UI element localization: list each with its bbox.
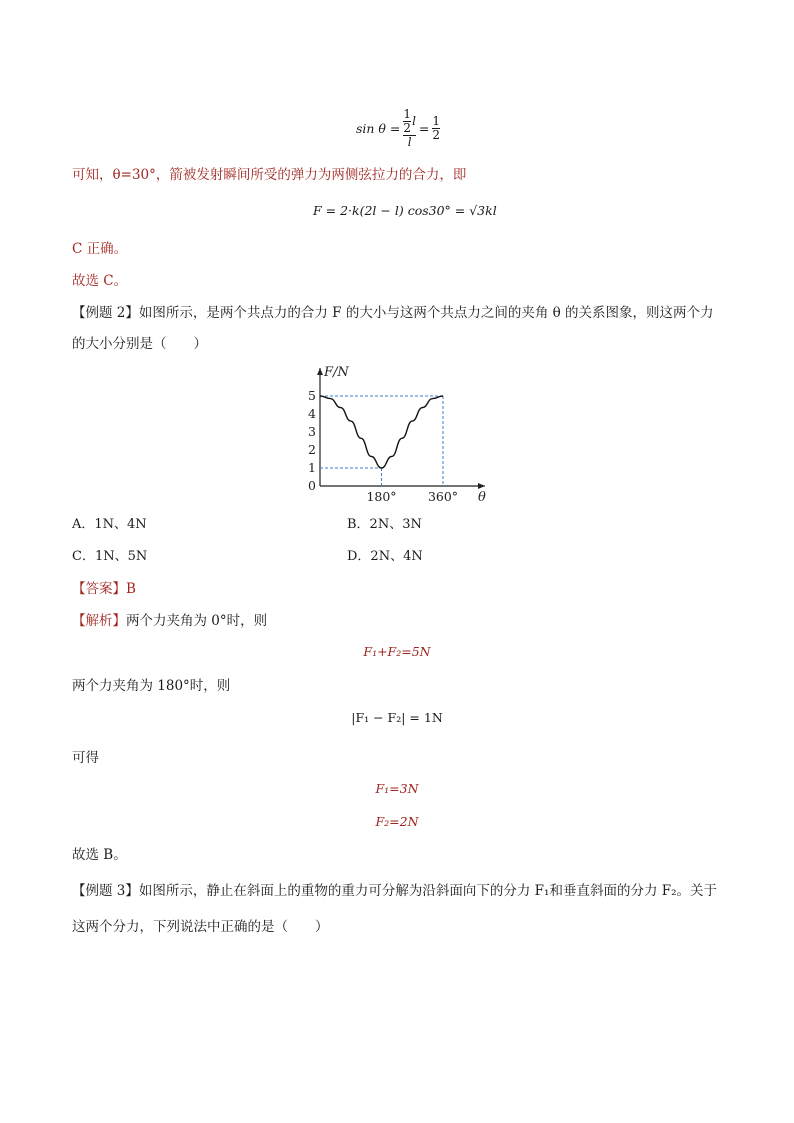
rhs-num: 1 (432, 113, 441, 128)
example3-text1: 如图所示，静止在斜面上的重物的重力可分解为沿斜面向下的分力 F₁和垂直斜面的分力 F₂。关于 (138, 883, 718, 899)
y-tick-label: 4 (308, 406, 316, 421)
option-b: B．2N、3N (347, 517, 422, 532)
inner-half (403, 108, 411, 135)
text-line-conclusion: 可知，θ=30°，箭被发射瞬间所受的弹力为两侧弦拉力的合力，即 (72, 167, 467, 183)
x-tick-label: 360° (427, 489, 459, 504)
x-axis-label: θ (478, 490, 486, 505)
y-tick-label: 5 (308, 388, 316, 403)
answer-value: B (126, 581, 136, 597)
inner-var: l (412, 113, 416, 128)
rhs-den: 2 (432, 127, 441, 142)
example2-tag: 【例题 2】 (72, 305, 139, 321)
option-d: D．2N、4N (347, 549, 423, 564)
y-axis-arrow (317, 368, 323, 375)
formula-force: F = 2·k(2l − l) cos30° = √3kl (313, 203, 497, 218)
force-angle-chart (300, 360, 500, 510)
y-tick-label: 2 (308, 442, 316, 457)
inner-num: 1 (403, 106, 412, 121)
y-tick-label: 0 (308, 478, 316, 493)
example2-text1: 如图所示，是两个共点力的合力 F 的大小与这两个共点力之间的夹角 θ 的关系图象，则这两个力 (138, 305, 714, 321)
answer-tag: 【答案】 (72, 581, 126, 597)
answer-line (72, 580, 136, 598)
inner-den: 2 (403, 120, 412, 135)
analysis-eq3: F₁=3N (375, 781, 419, 796)
example3-line2: 这两个分力，下列说法中正确的是（ ） (72, 919, 329, 935)
analysis-eq2: |F₁ − F₂| = 1N (351, 710, 443, 725)
analysis-tag: 【解析】 (72, 613, 126, 629)
analysis-line3: 可得 (72, 750, 99, 766)
series-line (320, 396, 443, 468)
sin-lhs: sin θ = (356, 120, 401, 136)
choose-c: 故选 C。 (72, 273, 128, 289)
analysis-conclusion: 故选 B。 (72, 847, 127, 863)
option-a: A．1N、4N (72, 517, 147, 532)
x-axis-arrow (478, 483, 485, 489)
analysis-eq1: F₁+F₂=5N (363, 644, 431, 659)
analysis-text1: 两个力夹角为 0°时，则 (126, 613, 268, 629)
example3-line1 (72, 882, 717, 900)
example2-line2: 的大小分别是（ ） (72, 336, 207, 352)
y-axis-label: F/N (324, 365, 349, 380)
sin-fraction (403, 108, 415, 149)
frac-den: l (407, 134, 412, 149)
y-tick-label: 3 (308, 424, 316, 439)
x-tick-label: 180° (366, 489, 397, 504)
y-tick-label: 1 (308, 460, 316, 475)
option-c: C．1N、5N (72, 549, 148, 564)
example2-line1 (72, 304, 714, 322)
analysis-line2: 两个力夹角为 180°时，则 (72, 678, 231, 694)
c-correct: C 正确。 (72, 241, 128, 257)
rhs-fraction (432, 115, 440, 142)
example3-tag: 【例题 3】 (72, 883, 139, 899)
analysis-line1 (72, 612, 267, 630)
formula-sin-theta (356, 100, 440, 156)
analysis-eq4: F₂=2N (375, 814, 419, 829)
sin-eq: = (418, 120, 430, 136)
